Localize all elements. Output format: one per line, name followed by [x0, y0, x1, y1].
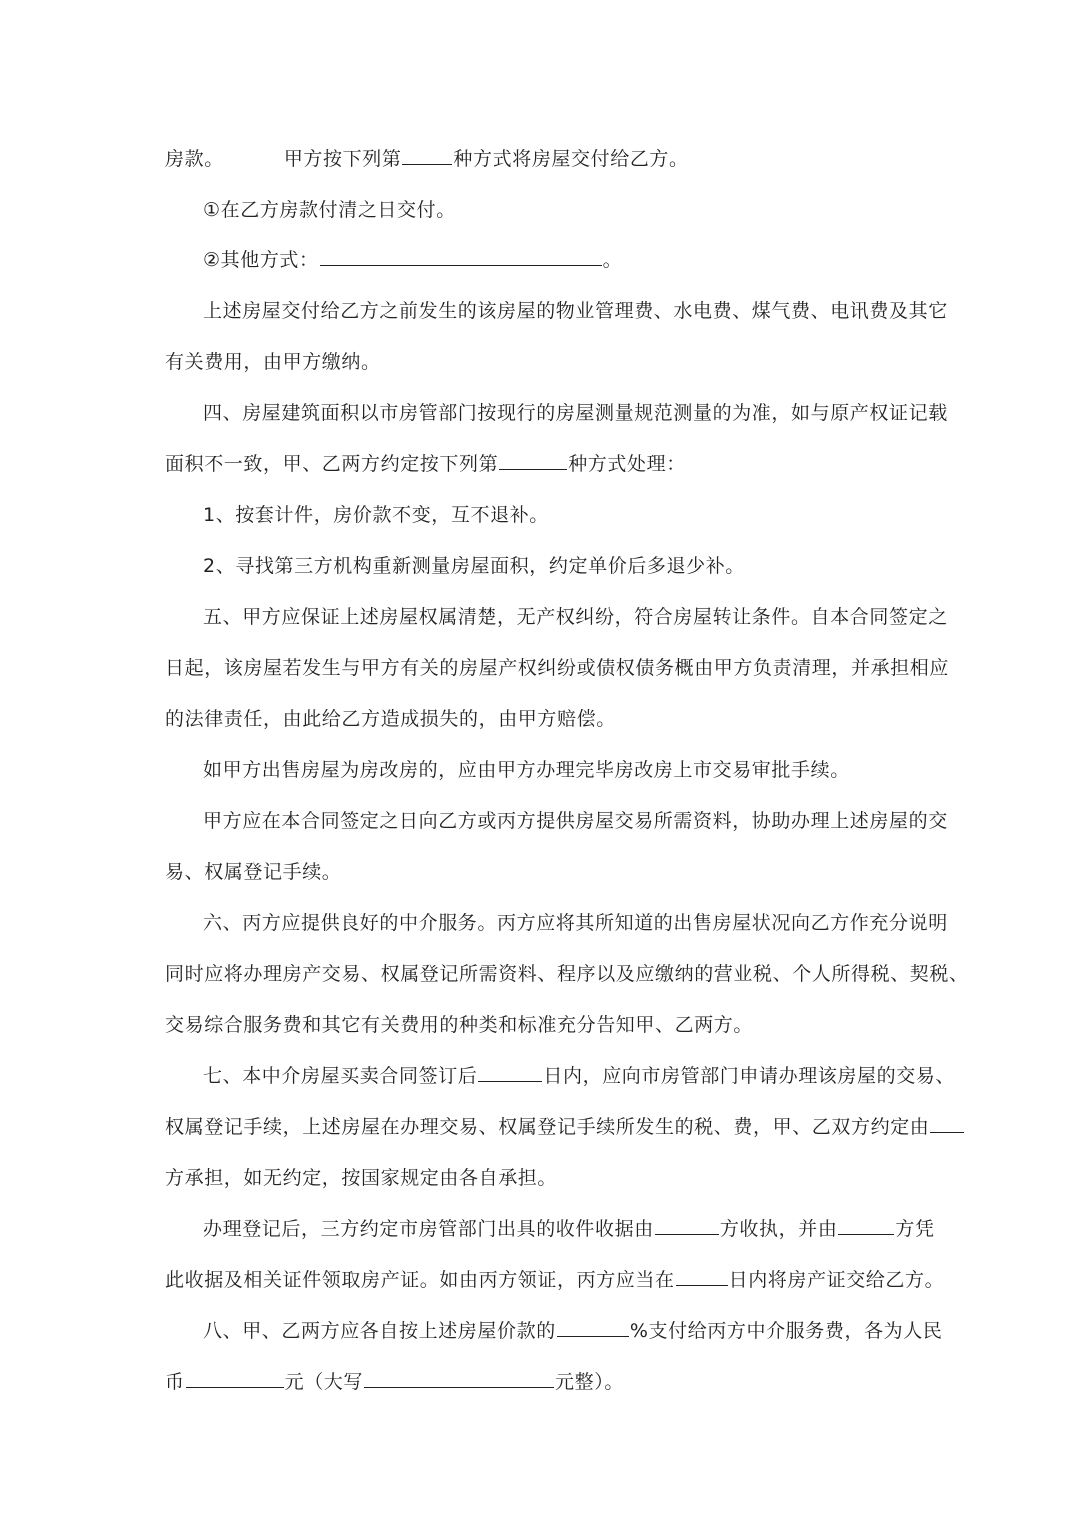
fill-blank[interactable]: [655, 1216, 719, 1235]
text: 元整）。: [555, 1371, 624, 1393]
text: 办理登记后，三方约定市房管部门出具的收件收据由: [203, 1218, 654, 1240]
fill-blank[interactable]: [499, 451, 567, 470]
text: 方收执，并由: [719, 1218, 838, 1240]
text: 权属登记手续，上述房屋在办理交易、权属登记手续所发生的税、费，甲、乙双方约定由: [165, 1116, 930, 1138]
text: 七、本中介房屋买卖合同签订后: [203, 1065, 478, 1087]
fill-blank[interactable]: [402, 146, 452, 165]
line-11: 日起，该房屋若发生与甲方有关的房屋产权纠纷或债权债务概由甲方负责清理，并承担相应: [165, 657, 950, 679]
fill-blank[interactable]: [930, 1114, 964, 1133]
line-12: 的法律责任，由此给乙方造成损失的，由甲方赔偿。: [165, 708, 616, 730]
text: 面积不一致，甲、乙两方约定按下列第: [165, 453, 499, 475]
line-3: [203, 247, 963, 273]
text: 日内将房产证交给乙方。: [728, 1269, 945, 1291]
line-23: [165, 1267, 945, 1293]
text: 。: [602, 249, 623, 271]
text: ②其他方式：: [203, 249, 319, 271]
line-13: 如甲方出售房屋为房改房的，应由甲方办理完毕房改房上市交易审批手续。: [203, 759, 850, 781]
text: 日内，应向市房管部门申请办理该房屋的交易、: [543, 1065, 956, 1087]
line-7: [165, 451, 925, 477]
line-2: ①在乙方房款付清之日交付。: [203, 199, 456, 221]
text: 方凭: [895, 1218, 935, 1240]
line-10: 五、甲方应保证上述房屋权属清楚，无产权纠纷，符合房屋转让条件。自本合同签定之: [203, 606, 948, 628]
line-5: 有关费用，由甲方缴纳。: [165, 351, 381, 373]
line-14: 甲方应在本合同签定之日向乙方或丙方提供房屋交易所需资料，协助办理上述房屋的交: [203, 810, 948, 832]
text: 房款。: [165, 148, 224, 170]
line-18: 交易综合服务费和其它有关费用的种类和标准充分告知甲、乙两方。: [165, 1014, 754, 1036]
fill-blank[interactable]: [478, 1063, 542, 1082]
fill-blank[interactable]: [676, 1267, 728, 1286]
line-9: 2、寻找第三方机构重新测量房屋面积，约定单价后多退少补。: [203, 555, 745, 577]
text: 此收据及相关证件领取房产证。如由丙方领证，丙方应当在: [165, 1269, 675, 1291]
fill-blank[interactable]: [838, 1216, 894, 1235]
line-24: [203, 1318, 963, 1344]
line-21: 方承担，如无约定，按国家规定由各自承担。: [165, 1167, 558, 1189]
fill-blank[interactable]: [557, 1318, 629, 1337]
line-20: [165, 1114, 930, 1140]
fill-blank[interactable]: [364, 1369, 554, 1388]
text: 八、甲、乙两方应各自按上述房屋价款的: [203, 1320, 556, 1342]
text: 种方式将房屋交付给乙方。: [453, 148, 689, 170]
line-15: 易、权属登记手续。: [165, 861, 342, 883]
text: 种方式处理：: [568, 453, 686, 475]
text: %支付给丙方中介服务费，各为人民: [629, 1320, 943, 1342]
text: 币: [165, 1371, 185, 1393]
line-6: 四、房屋建筑面积以市房管部门按现行的房屋测量规范测量的为准，如与原产权证记载: [203, 402, 948, 424]
line-8: 1、按套计件，房价款不变，互不退补。: [203, 504, 549, 526]
line-1: [165, 146, 925, 172]
fill-blank[interactable]: [320, 247, 602, 266]
fill-blank[interactable]: [186, 1369, 284, 1388]
text: 甲方按下列第: [283, 148, 402, 170]
line-19: [203, 1063, 963, 1089]
line-4: 上述房屋交付给乙方之前发生的该房屋的物业管理费、水电费、煤气费、电讯费及其它: [203, 300, 948, 322]
text: 元（大写: [284, 1371, 364, 1393]
line-22: [203, 1216, 963, 1242]
line-16: 六、丙方应提供良好的中介服务。丙方应将其所知道的出售房屋状况向乙方作充分说明: [203, 912, 948, 934]
line-25: [165, 1369, 925, 1395]
line-17: 同时应将办理房产交易、权属登记所需资料、程序以及应缴纳的营业税、个人所得税、契税、: [165, 963, 969, 985]
